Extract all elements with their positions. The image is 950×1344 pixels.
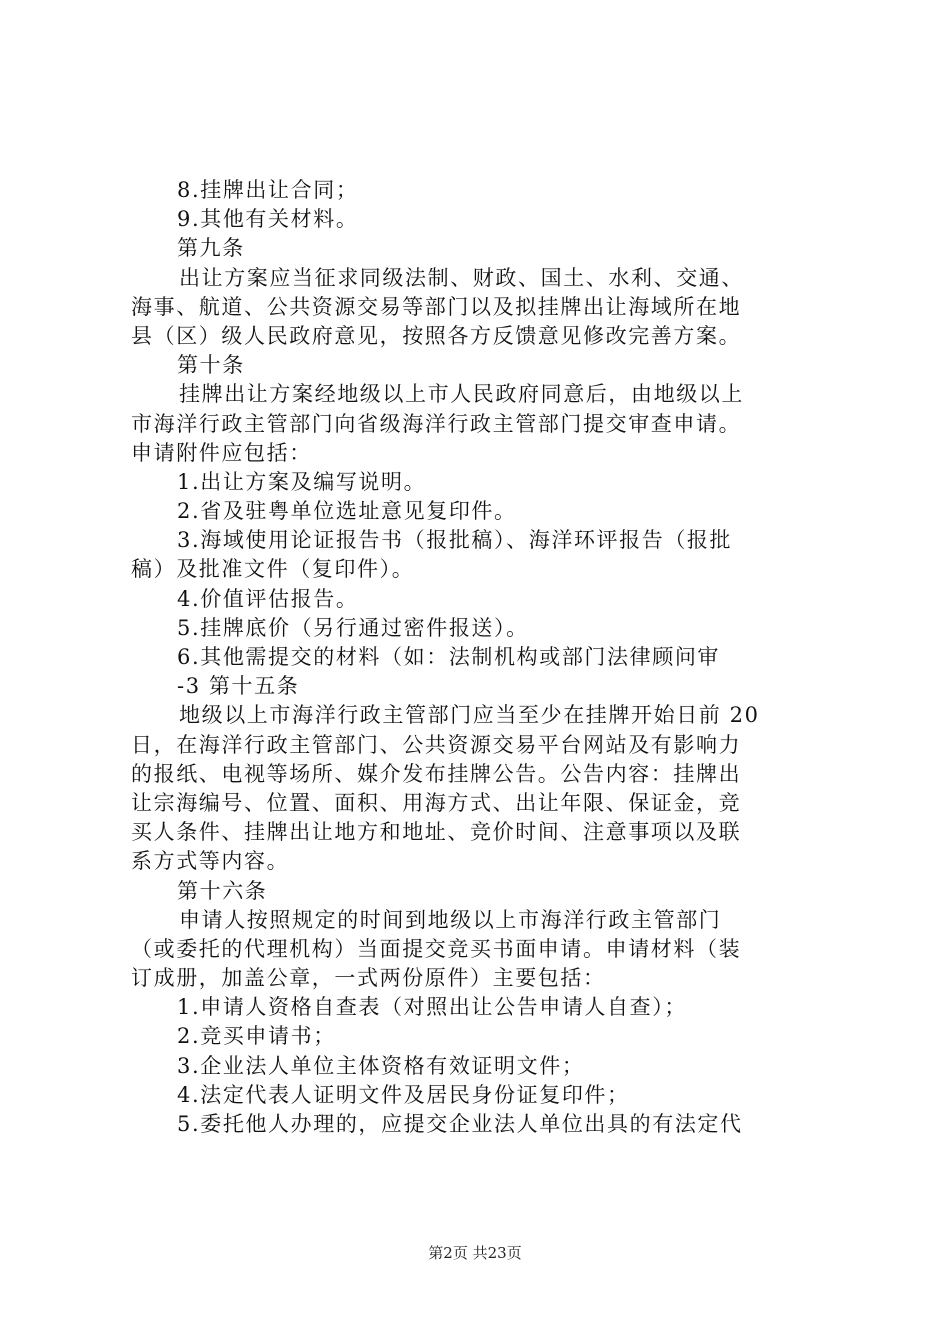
text-line: （或委托的代理机构）当面提交竞买书面申请。申请材料（装 — [131, 936, 742, 961]
text-line: 买人条件、挂牌出让地方和地址、竞价时间、注意事项以及联 — [131, 820, 742, 845]
document-body — [131, 176, 836, 1139]
text-line: 第十条 — [177, 353, 245, 378]
text-line: 出让方案应当征求同级法制、财政、国土、水利、交通、 — [179, 265, 744, 290]
text-line: 的报纸、电视等场所、媒介发布挂牌公告。公告内容：挂牌出 — [131, 761, 742, 786]
text-line: 日，在海洋行政主管部门、公共资源交易平台网站及有影响力 — [131, 732, 742, 757]
text-line: 1.出让方案及编写说明。 — [177, 469, 427, 494]
text-line: 6.其他需提交的材料（如：法制机构或部门法律顾问审 — [177, 645, 721, 669]
text-line: 2.省及驻粤单位选址意见复印件。 — [177, 499, 517, 524]
text-line: 稿）及批准文件（复印件）。 — [131, 557, 415, 582]
text-line: 3.海域使用论证报告书（报批稿）、海洋环评报告（报批 — [177, 528, 733, 553]
text-line: 申请附件应包括： — [131, 440, 312, 465]
text-line: 订成册，加盖公章，一式两份原件）主要包括： — [131, 966, 606, 991]
text-line: 让宗海编号、位置、面积、用海方式、出让年限、保证金，竞 — [131, 790, 742, 815]
text-line: 5.委托他人办理的，应提交企业法人单位出具的有法定代 — [177, 1112, 743, 1136]
text-line: 5.挂牌底价（另行通过密件报送）。 — [177, 615, 529, 640]
text-line: 挂牌出让方案经地级以上市人民政府同意后，由地级以上 — [179, 382, 744, 407]
text-line: 海事、航道、公共资源交易等部门以及拟挂牌出让海域所在地 — [131, 294, 742, 319]
text-line: 8.挂牌出让合同； — [177, 178, 359, 202]
text-line: 4.法定代表人证明文件及居民身份证复印件； — [177, 1082, 630, 1107]
text-line: 市海洋行政主管部门向省级海洋行政主管部门提交审查申请。 — [131, 411, 742, 436]
text-line: 系方式等内容。 — [131, 849, 290, 874]
text-line: 3.企业法人单位主体资格有效证明文件； — [177, 1053, 585, 1078]
text-line: 9.其他有关材料。 — [177, 207, 359, 232]
text-line: 1.申请人资格自查表（对照出让公告申请人自查）； — [177, 995, 687, 1020]
text-line: 地级以上市海洋行政主管部门应当至少在挂牌开始日前 20 — [179, 703, 760, 728]
text-line: 第九条 — [177, 236, 245, 261]
text-line: 4.价值评估报告。 — [177, 586, 359, 611]
text-line: -3 第十五条 — [177, 674, 300, 699]
text-line: 第十六条 — [177, 878, 268, 903]
text-line: 申请人按照规定的时间到地级以上市海洋行政主管部门 — [179, 907, 722, 932]
text-line: 2.竞买申请书； — [177, 1024, 336, 1049]
page-footer: 第2页 共23页 — [428, 1244, 522, 1262]
text-line: 县（区）级人民政府意见，按照各方反馈意见修改完善方案。 — [131, 323, 742, 348]
